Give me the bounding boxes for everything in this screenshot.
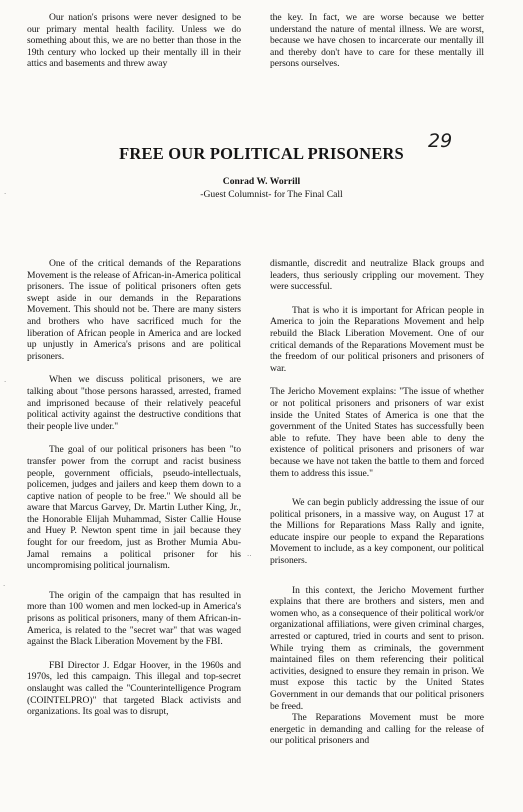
scan-mark: ·	[4, 190, 7, 198]
article-column-right	[270, 258, 484, 747]
paragraph: That is who it is important for African people in America to join the Reparations Movement and help rebuild the Black Liberation Movement. One of our critical demands of the Reparations Movement must be the freedom of our political prisoners and prisoners of war.	[270, 304, 484, 374]
author-affiliation: -Guest Columnist- for The Final Call	[200, 189, 343, 200]
paragraph: One of the critical demands of the Reparations Movement is the release of African-in-America political prisoners. The issue of political prisoners often gets swept aside in our demands in the Reparations Movement. This should not be. There are many sisters and brothers who have sacrificed much for the liberation of African people in America and are locked up unjustly in America's prisons and are political prisoners.	[27, 258, 241, 362]
paragraph: The goal of our political prisoners has been "to transfer power from the corrupt and racist business people, government officials, pseudo-intellectuals, policemen, judges and jailers and keep them down to a captive nation of people to be free." We should all be aware that Marcus Garvey, Dr. Martin Luther King, Jr., the Honorable Elijah Muhammad, Sister Callie House and Huey P. Newton spent time in jail because they fought for our freedom, just as Brother Mumia Abu-Jamal remains a political prisoner for his uncompromising political journalism.	[27, 444, 241, 572]
paragraph: In this context, the Jericho Movement further explains that there are brothers and sisters, men and women who, as a consequence of their political work/or organizational affiliations, were given criminal charges, arrested or captured, tried in courts and sent to prison. While trying them as criminals, the government maintained files on them referencing their political activities, designed to ensure they remain in prison. We must expose this tactic by the United States Government in our demands that our political prisoners be freed.	[270, 584, 484, 712]
paragraph: Our nation's prisons were never designed to be our primary mental health facility. Unless we do something about this, we are no better than those in the 19th century who locked up their mentally ill in their attics and basements and threw away	[27, 12, 241, 70]
paragraph: When we discuss political prisoners, we are talking about "those persons harassed, arrested, framed and imprisoned because of their relatively peaceful political activity against the destructive conditions that their people live under."	[27, 374, 241, 432]
paragraph: dismantle, discredit and neutralize Black groups and leaders, thus seriously crippling our movement. They were successful.	[270, 258, 484, 293]
continued-text-right	[270, 12, 484, 70]
author-name: Conrad W. Worrill	[222, 176, 301, 187]
paragraph: The Jericho Movement explains: "The issue of whether or not political prisoners and prisoners of war exist inside the United States of America is one that the government of the United States has successfully been able to refute. They have been able to deny the existence of political prisoners and prisoners of war because we have not taken the battle to them and forced them to address this issue."	[270, 386, 484, 479]
continued-text-left	[27, 12, 241, 70]
paragraph: FBI Director J. Edgar Hoover, in the 1960s and 1970s, led this campaign. This illegal and top-secret onslaught was called the "Counterintelligence Program (COINTELPRO)" that targeted Black activists and organizations. Its goal was to disrupt,	[27, 659, 241, 718]
scan-mark: ·	[3, 582, 6, 590]
paragraph: the key. In fact, we are worse because we better understand the nature of mental illness. We are worst, because we have chosen to incarcerate our mentally ill and thereby don't have to care for these mentally ill persons ourselves.	[270, 12, 484, 70]
scan-mark: ··	[247, 552, 252, 560]
scan-mark: ·	[4, 378, 7, 386]
handwritten-page-number: 29	[428, 130, 453, 152]
paragraph: We can begin publicly addressing the issue of our political prisoners, in a massive way, on August 17 at the Millions for Reparations Mass Rally and ignite, educate inspire our people to expand the Reparations Movement to include, as a key component, our political prisoners.	[270, 497, 484, 567]
paragraph: The origin of the campaign that has resulted in more than 100 women and men locked-up in America's prisons as political prisoners, many of them African-in-America, is related to the "secret war" that was waged against the Black Liberation Movement by the FBI.	[27, 589, 241, 648]
paragraph: The Reparations Movement must be more energetic in demanding and calling for the release of our political prisoners and	[270, 712, 484, 747]
article-column-left	[27, 258, 241, 718]
article-title: FREE OUR POLITICAL PRISONERS	[119, 144, 404, 163]
